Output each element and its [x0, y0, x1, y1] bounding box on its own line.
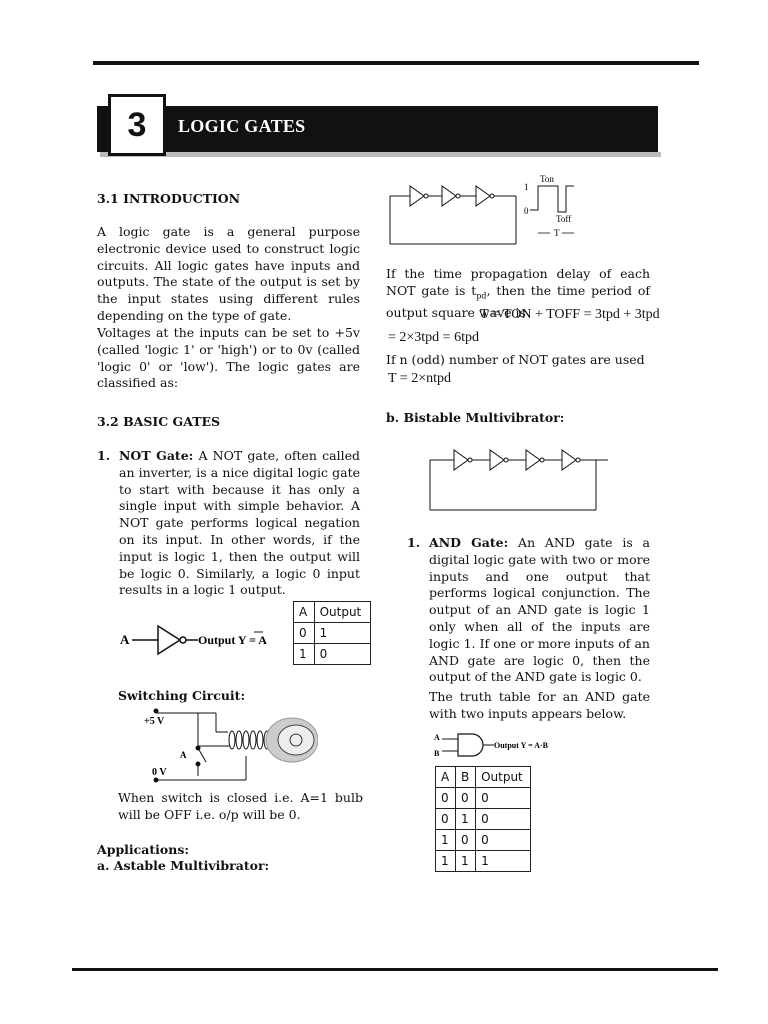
and-gate-number: 1. — [407, 535, 421, 550]
table-cell: 0 — [476, 788, 531, 809]
t-label: T — [554, 228, 560, 238]
astable-heading: a. Astable Multivibrator: — [97, 858, 270, 873]
and-output-label: Output Y = A·B — [494, 741, 548, 750]
bottom-rule — [72, 968, 718, 971]
and-input-a: A — [434, 733, 440, 742]
intro-heading: 3.1 INTRODUCTION — [97, 191, 241, 206]
and-gate-symbol — [432, 730, 562, 760]
table-cell: 1 — [476, 851, 531, 872]
table-header: Output — [476, 767, 531, 788]
not-gate-title: NOT Gate: — [119, 448, 194, 463]
and-gate-item — [407, 535, 650, 686]
bistable-diagram — [428, 448, 612, 514]
table-cell: 1 — [314, 623, 370, 644]
and-gate-text: An AND gate is a digital logic gate with two or more inputs and one output that performs logical conjunction. The output of an AND gate is logic 1 only when all of the inputs are logic 1. If one or more inputs of an AND gate are logic 0, then the output of the AND gate is logic 0. — [429, 535, 650, 685]
top-rule — [93, 61, 699, 65]
table-row — [436, 767, 531, 788]
not-gate-item — [97, 448, 360, 599]
and-truth-table — [435, 766, 531, 872]
switch-description: When switch is closed i.e. A=1 bulb will be OFF i.e. o/p will be 0. — [118, 790, 363, 822]
table-cell: 0 — [456, 830, 476, 851]
chapter-title: LOGIC GATES — [178, 116, 306, 136]
table-cell: 0 — [476, 809, 531, 830]
table-row — [436, 830, 531, 851]
switching-circuit-diagram — [138, 706, 318, 790]
applications-heading: Applications: — [97, 842, 189, 857]
table-cell: 0 — [314, 644, 370, 665]
n-gates-text: If n (odd) number of NOT gates are used — [386, 352, 645, 367]
table-cell: 1 — [436, 830, 456, 851]
intro-para-1: A logic gate is a general purpose electronic device used to construct logic circuits. All logic gates have inputs and outputs. The state of the output is set by the input states using different rules depending on the type of gate. — [97, 224, 360, 323]
formula-n-gates: T = 2×ntpd — [388, 371, 451, 386]
table-row — [436, 788, 531, 809]
table-cell: 1 — [436, 851, 456, 872]
table-cell: 1 — [294, 644, 315, 665]
prop-sub: pd — [476, 291, 487, 301]
and-gate-title: AND Gate: — [429, 535, 509, 550]
formula-result: = 2×3tpd = 6tpd — [388, 330, 479, 345]
not-output-label: Output Y = A — [198, 633, 267, 647]
not-truth-table — [293, 601, 371, 665]
not-gate-text: A NOT gate, often called an inverter, is a nice digital logic gate to start with because it has only a single input with simple behavior. A NOT gate performs logical negation on its input. In other words, if the input is logic 1, then the output will be logic 0. Similarly, a logic 0 input results in a logic 1 output. — [119, 448, 360, 598]
intro-para-2: Voltages at the inputs can be set to +5v (called 'logic 1' or 'high') or to 0v (called 'logic 0' or 'low'). The logic gates are classified as: — [97, 325, 360, 391]
toff-label: Toff — [556, 214, 572, 224]
v5-label: +5 V — [144, 716, 165, 727]
switching-circuit-heading: Switching Circuit: — [118, 688, 246, 703]
table-row — [294, 602, 371, 623]
astable-oscillator-diagram — [386, 172, 586, 248]
table-row — [436, 851, 531, 872]
wave-label-1: 1 — [524, 182, 529, 192]
chapter-number: 3 — [108, 94, 166, 156]
table-header: B — [456, 767, 476, 788]
switch-a-label: A — [180, 750, 187, 760]
formula-period: T = TON + TOFF = 3tpd + 3tpd — [480, 307, 660, 322]
table-cell: 0 — [436, 809, 456, 830]
table-cell: 0 — [294, 623, 315, 644]
wave-label-0: 0 — [524, 206, 529, 216]
and-input-b: B — [434, 749, 440, 758]
table-row — [436, 809, 531, 830]
table-row — [294, 623, 371, 644]
not-gate-symbol — [118, 622, 268, 658]
table-cell: 1 — [456, 809, 476, 830]
table-row — [294, 644, 371, 665]
basic-gates-heading: 3.2 BASIC GATES — [97, 414, 221, 429]
prop-text-2: , then the time period of output square wave is — [386, 282, 650, 321]
table-header: Output — [314, 602, 370, 623]
and-table-intro: The truth table for an AND gate with two inputs appears below. — [429, 689, 650, 721]
not-input-label: A — [120, 632, 130, 647]
table-cell: 0 — [476, 830, 531, 851]
table-cell: 1 — [456, 851, 476, 872]
not-gate-number: 1. — [97, 448, 111, 463]
table-cell: 0 — [456, 788, 476, 809]
table-header: A — [294, 602, 315, 623]
table-header: A — [436, 767, 456, 788]
prop-text-1: If the time propagation delay of each NOT gate is t — [386, 266, 650, 298]
table-cell: 0 — [436, 788, 456, 809]
v0-label: 0 V — [152, 767, 167, 778]
bistable-heading: b. Bistable Multivibrator: — [386, 410, 565, 425]
banner-shadow — [100, 152, 661, 157]
ton-label: Ton — [540, 174, 554, 184]
